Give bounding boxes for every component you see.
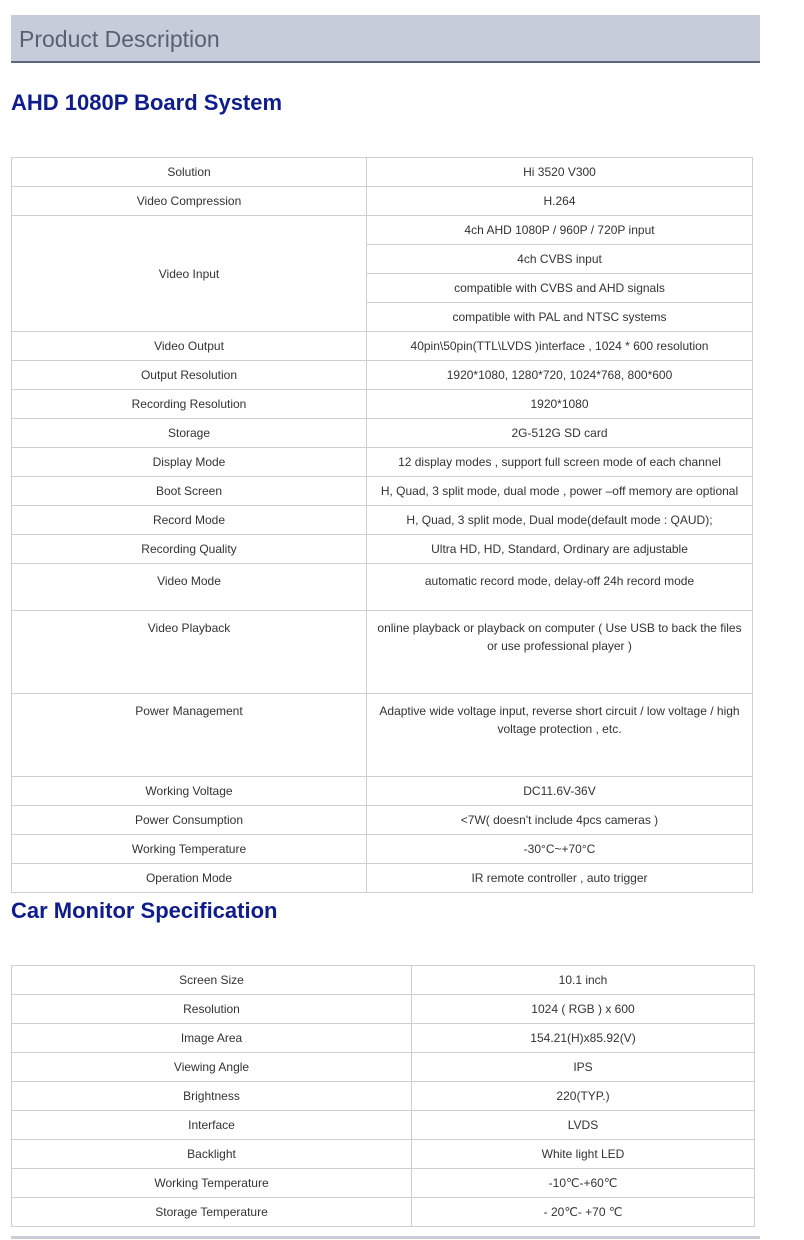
spec-value: 1920*1080, 1280*720, 1024*768, 800*600 [367, 361, 753, 390]
spec-label: Video Output [12, 332, 367, 361]
spec-value: - 20℃- +70 ℃ [412, 1198, 755, 1227]
table-row [12, 694, 753, 777]
board-section-title: AHD 1080P Board System [11, 90, 283, 115]
spec-value: 1920*1080 [367, 390, 753, 419]
table-row [12, 1082, 755, 1111]
spec-label: Solution [12, 158, 367, 187]
spec-value: 4ch AHD 1080P / 960P / 720P input [367, 216, 753, 245]
spec-label: Working Temperature [12, 835, 367, 864]
spec-label: Video Compression [12, 187, 367, 216]
table-row [12, 448, 753, 477]
spec-label: Viewing Angle [12, 1053, 412, 1082]
table-row [12, 864, 753, 893]
product-description-header [11, 15, 760, 63]
spec-label: Boot Screen [12, 477, 367, 506]
spec-label: Power Management [12, 694, 367, 777]
spec-value: IR remote controller , auto trigger [367, 864, 753, 893]
spec-value: DC11.6V-36V [367, 777, 753, 806]
spec-value: 2G-512G SD card [367, 419, 753, 448]
table-row [12, 1140, 755, 1169]
spec-label: Backlight [12, 1140, 412, 1169]
monitor-spec-table [11, 965, 755, 1227]
spec-label: Working Voltage [12, 777, 367, 806]
table-row [12, 535, 753, 564]
table-row [12, 1111, 755, 1140]
spec-label: Interface [12, 1111, 412, 1140]
table-row [12, 216, 753, 245]
table-row [12, 777, 753, 806]
spec-value: H, Quad, 3 split mode, Dual mode(default mode : QAUD); [367, 506, 753, 535]
bottom-divider [11, 1236, 760, 1239]
spec-value: 154.21(H)x85.92(V) [412, 1024, 755, 1053]
board-spec-table [11, 157, 753, 893]
spec-value: IPS [412, 1053, 755, 1082]
spec-value: Ultra HD, HD, Standard, Ordinary are adjustable [367, 535, 753, 564]
spec-value: White light LED [412, 1140, 755, 1169]
spec-label: Storage Temperature [12, 1198, 412, 1227]
header-title: Product Description [19, 26, 220, 52]
spec-value: 10.1 inch [412, 966, 755, 995]
spec-label: Output Resolution [12, 361, 367, 390]
spec-value: 12 display modes , support full screen mode of each channel [367, 448, 753, 477]
spec-label: Resolution [12, 995, 412, 1024]
spec-value: compatible with CVBS and AHD signals [367, 274, 753, 303]
table-row [12, 806, 753, 835]
table-row [12, 966, 755, 995]
table-row [12, 564, 753, 611]
spec-label: Video Input [12, 216, 367, 332]
table-row [12, 995, 755, 1024]
spec-value: Adaptive wide voltage input, reverse short circuit / low voltage / high voltage protection , etc. [367, 694, 753, 777]
table-row [12, 477, 753, 506]
table-row [12, 419, 753, 448]
spec-value: online playback or playback on computer ( Use USB to back the files or use professional player ) [367, 611, 753, 694]
spec-label: Operation Mode [12, 864, 367, 893]
spec-label: Image Area [12, 1024, 412, 1053]
spec-label: Working Temperature [12, 1169, 412, 1198]
spec-value: 40pin\50pin(TTL\LVDS )interface , 1024 * 600 resolution [367, 332, 753, 361]
table-row [12, 1053, 755, 1082]
table-row [12, 1169, 755, 1198]
spec-value: Hi 3520 V300 [367, 158, 753, 187]
spec-value: -30°C~+70°C [367, 835, 753, 864]
spec-value: H, Quad, 3 split mode, dual mode , power –off memory are optional [367, 477, 753, 506]
table-row [12, 187, 753, 216]
table-row [12, 158, 753, 187]
spec-label: Screen Size [12, 966, 412, 995]
spec-value: LVDS [412, 1111, 755, 1140]
spec-value: H.264 [367, 187, 753, 216]
spec-value: compatible with PAL and NTSC systems [367, 303, 753, 332]
table-row [12, 611, 753, 694]
spec-label: Recording Resolution [12, 390, 367, 419]
table-row [12, 361, 753, 390]
spec-value: 4ch CVBS input [367, 245, 753, 274]
table-row [12, 390, 753, 419]
spec-value: -10℃-+60℃ [412, 1169, 755, 1198]
spec-label: Video Mode [12, 564, 367, 611]
spec-label: Record Mode [12, 506, 367, 535]
spec-value: 1024 ( RGB ) x 600 [412, 995, 755, 1024]
monitor-section-title: Car Monitor Specification [11, 898, 278, 923]
spec-label: Brightness [12, 1082, 412, 1111]
table-row [12, 506, 753, 535]
table-row [12, 332, 753, 361]
table-row [12, 1198, 755, 1227]
spec-label: Display Mode [12, 448, 367, 477]
spec-label: Video Playback [12, 611, 367, 694]
spec-label: Recording Quality [12, 535, 367, 564]
table-row [12, 1024, 755, 1053]
spec-label: Storage [12, 419, 367, 448]
spec-value: 220(TYP.) [412, 1082, 755, 1111]
spec-value: automatic record mode, delay-off 24h record mode [367, 564, 753, 611]
spec-value: <7W( doesn't include 4pcs cameras ) [367, 806, 753, 835]
table-row [12, 835, 753, 864]
spec-label: Power Consumption [12, 806, 367, 835]
